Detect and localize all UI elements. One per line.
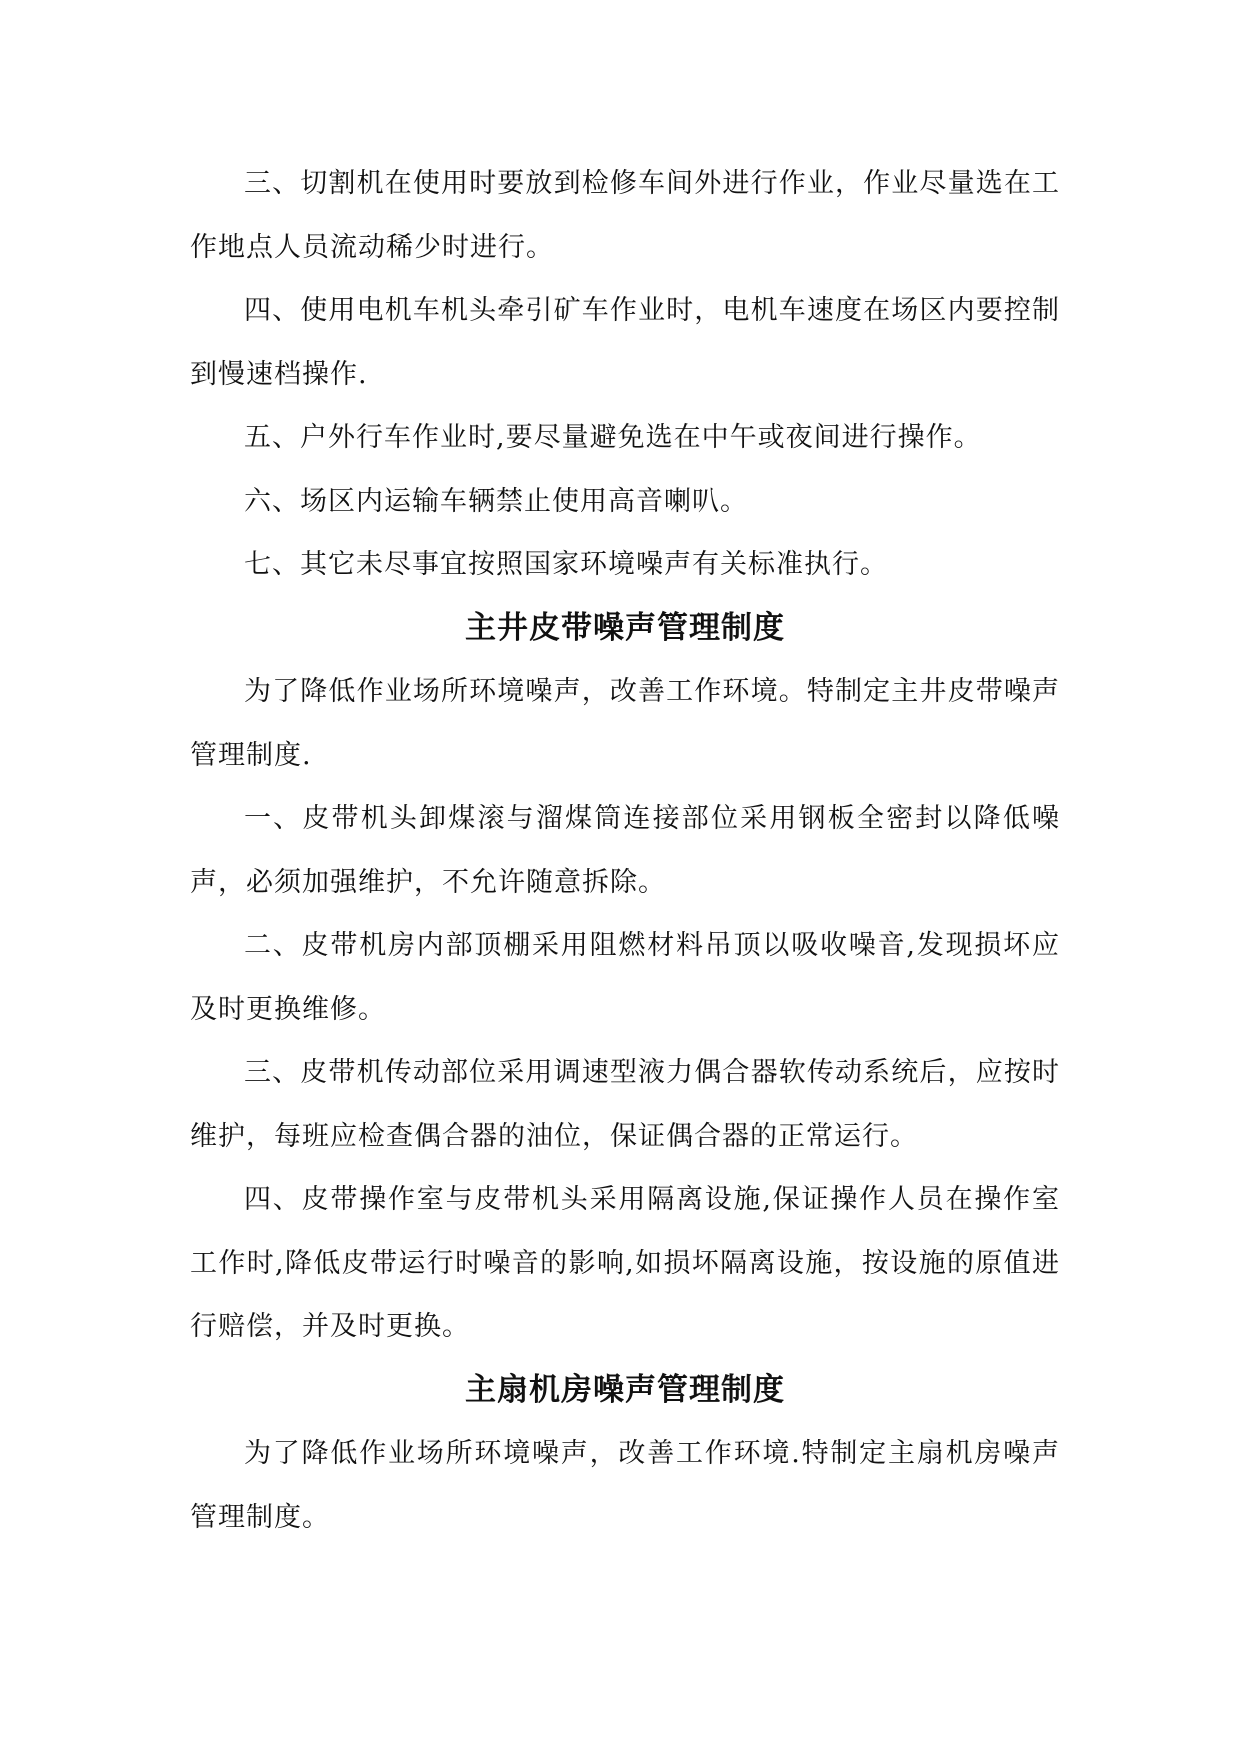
- paragraph-outdoor-crane: 五、户外行车作业时,要尽量避免选在中午或夜间进行操作。: [244, 422, 982, 453]
- paragraph-vehicle-horn: 六、场区内运输车辆禁止使用高音喇叭。: [244, 485, 748, 517]
- paragraph-belt-item-3: 三、皮带机传动部位采用调速型液力偶合器软传动系统后，应按时维护，每班应检查偶合器的油位，保证偶合器的正常运行。: [190, 1057, 1060, 1152]
- paragraph-belt-item-1: 一、皮带机头卸煤滚与溜煤筒连接部位采用钢板全密封以降低噪声，必须加强维护，不允许随意拆除。: [190, 803, 1060, 898]
- paragraph-belt-intro: 为了降低作业场所环境噪声，改善工作环境。特制定主井皮带噪声管理制度.: [190, 676, 1060, 771]
- paragraph-other-matters: 七、其它未尽事宜按照国家环境噪声有关标准执行。: [244, 549, 888, 580]
- document-body: [190, 152, 1060, 1549]
- paragraph-belt-item-2: 二、皮带机房内部顶棚采用阻燃材料吊顶以吸收噪音,发现损坏应及时更换维修。: [190, 930, 1060, 1025]
- section-heading-main-shaft-belt: 主井皮带噪声管理制度: [465, 609, 785, 646]
- paragraph-cutting-machine: 三、切割机在使用时要放到检修车间外进行作业，作业尽量选在工作地点人员流动稀少时进行。: [190, 168, 1060, 263]
- paragraph-fan-intro: 为了降低作业场所环境噪声，改善工作环境.特制定主扇机房噪声管理制度。: [190, 1438, 1060, 1533]
- paragraph-belt-item-4: 四、皮带操作室与皮带机头采用隔离设施,保证操作人员在操作室工作时,降低皮带运行时噪音的影响,如损坏隔离设施，按设施的原值进行赔偿，并及时更换。: [190, 1184, 1060, 1342]
- paragraph-electric-locomotive: 四、使用电机车机头牵引矿车作业时，电机车速度在场区内要控制到慢速档操作.: [190, 295, 1060, 390]
- section-heading-main-fan-room: 主扇机房噪声管理制度: [465, 1371, 785, 1408]
